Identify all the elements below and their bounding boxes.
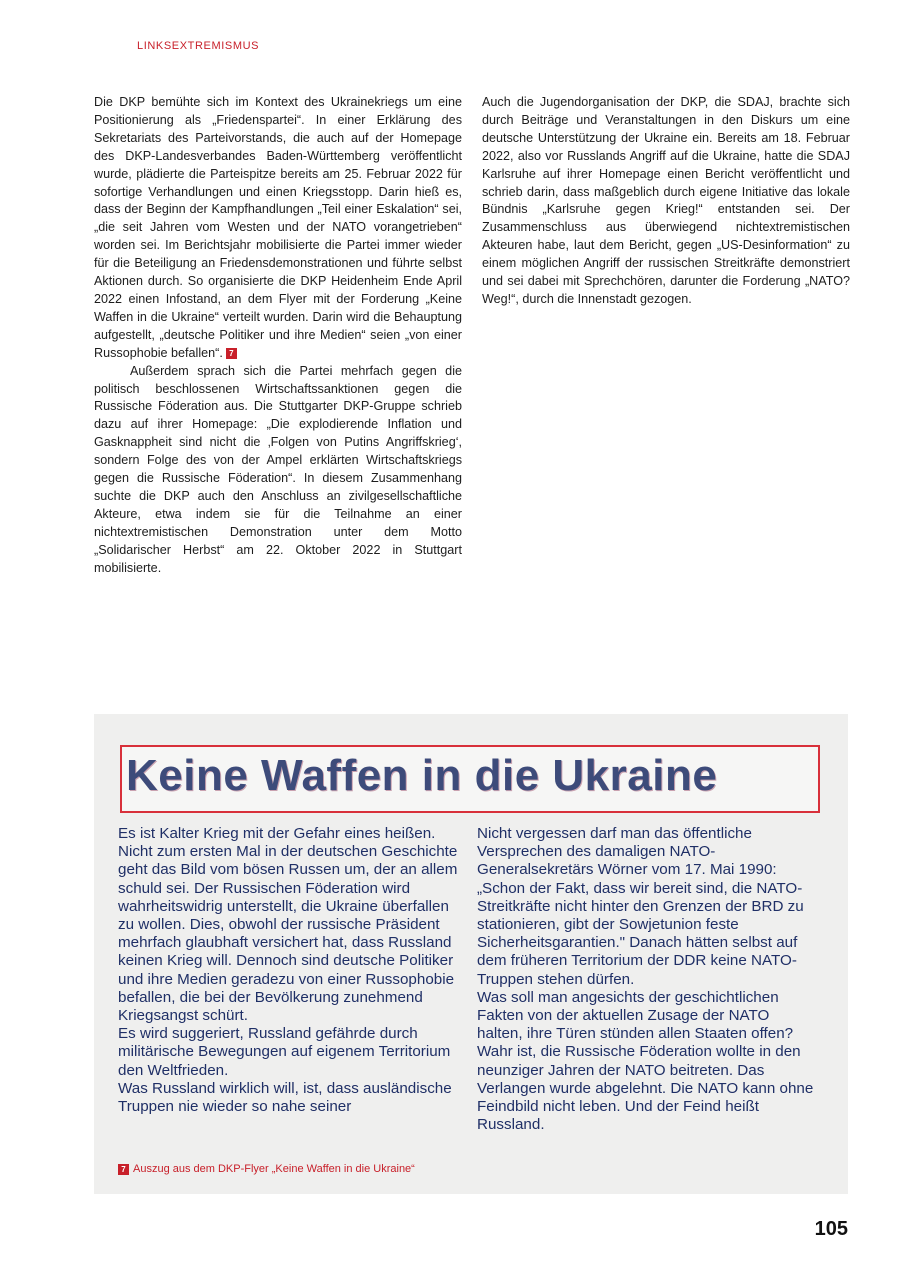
flyer-right-column <box>477 825 817 1134</box>
figure-caption <box>118 1163 415 1175</box>
section-label: LINKSEXTREMISMUS <box>137 40 260 52</box>
flyer-title-box <box>120 745 820 813</box>
left-paragraph-1 <box>94 94 462 363</box>
left-text-column <box>94 94 462 577</box>
flyer-left-paragraph: Es wird suggeriert, Russland gefährde durch militärische Bewegungen auf eigenem Territorium den Weltfrieden. <box>118 1025 451 1079</box>
flyer-left-column <box>118 825 458 1116</box>
flyer-right-paragraph: Was soll man angesichts der geschichtlichen Fakten von der aktuellen Zusage der NATO halten, ihre Türen stünden allen Staaten offen? Wahr ist, die Russische Föderation wollte in den neunziger Jahren der NATO beitreten. Das Verlangen wurde abgelehnt. Die NATO kann ohne Feindbild nicht leben. Und der Feind heißt Russland. <box>477 988 814 1134</box>
right-paragraph-1: Auch die Jugendorganisation der DKP, die SDAJ, brachte sich durch Beiträge und Veranstaltungen in den Diskurs um eine deutsche Unterstützung der Ukraine ein. Bereits am 18. Februar 2022, also vor Russlands Angriff auf die Ukraine, hatte die SDAJ Karlsruhe auf ihrer Homepage einen Bericht veröffentlicht und schrieb darin, dass maßgeblich durch eigene Initiative das lokale Bündnis „Karlsruhe gegen Krieg!“ entstanden sei. Der Zusammenschluss aus überwiegend nichtextremistischen Akteuren habe, laut dem Bericht, gegen „US-Desinformation“ zu einem möglichen Angriff der russischen Streitkräfte demonstriert und sei dabei mit Sprechchören, darunter die Forderung „NATO? Weg!“, durch die Innenstadt gezogen. <box>482 95 850 306</box>
caption-text: Auszug aus dem DKP-Flyer „Keine Waffen in die Ukraine“ <box>133 1163 415 1175</box>
right-text-column <box>482 94 850 309</box>
caption-marker: 7 <box>118 1164 129 1175</box>
left-paragraph-1-text: Die DKP bemühte sich im Kontext des Ukrainekriegs um eine Positionierung als „Friedenspartei“. In einer Erklärung des Sekretariats des Parteivorstands, die auch auf der Homepage des DKP-Landesverbandes Baden-Württemberg veröffentlicht wurde, plädierte die Parteispitze bereits am 25. Februar 2022 für sofortige Verhandlungen und einen Kriegsstopp. Darin hieß es, dass der Beginn der Kampfhandlungen „Teil einer Eskalation“ sei, „die seit Jahren vom Westen und der NATO vorangetrieben“ worden sei. Im Berichtsjahr mobilisierte die Partei immer wieder für die Beteiligung an Friedensdemonstrationen und führte selbst Aktionen durch. So organisierte die DKP Heidenheim Ende April 2022 einen Infostand, an dem Flyer mit der Forderung „Keine Waffen in die Ukraine“ verteilt wurden. Darin wird die Behauptung aufgestellt, „deutsche Politiker und ihre Medien“ seien „von einer Russophobie befallen“. <box>94 95 462 360</box>
flyer-left-paragraph: Es ist Kalter Krieg mit der Gefahr eines heißen. Nicht zum ersten Mal in der deutschen Geschichte geht das Bild vom bösen Russen um, der an allem schuld sei. Der Russischen Föderation wird wahrheitswidrig unterstellt, die Ukraine überfallen zu wollen. Dies, obwohl der russische Präsident mehrfach glaubhaft versichert hat, dass Russland keinen Krieg will. Dennoch sind deutsche Politiker und ihre Medien geradezu von einer Russophobie befallen, die bei der Bevölkerung zunehmend Kriegsangst schürt. <box>118 825 458 1025</box>
reference-marker[interactable]: 7 <box>226 348 237 359</box>
flyer-right-paragraph: Nicht vergessen darf man das öffentliche Versprechen des damaligen NATO-Generalsekretärs Wörner vom 17. Mai 1990: „Schon der Fakt, dass wir bereit sind, die NATO-Streitkräfte nicht hinter den Grenzen der BRD zu stationieren, gibt der Sowjetunion feste Sicherheitsgarantien." Danach hätten selbst auf dem früheren Territorium der DDR keine NATO-Truppen stehen dürfen. <box>477 825 804 988</box>
flyer-figure <box>94 714 848 1194</box>
flyer-left-paragraph: Was Russland wirklich will, ist, dass ausländische Truppen nie wieder so nahe seiner <box>118 1079 452 1116</box>
page-number: 105 <box>814 1218 848 1240</box>
flyer-title: Keine Waffen in die Ukraine <box>126 751 718 800</box>
left-paragraph-2: Außerdem sprach sich die Partei mehrfach gegen die politisch beschlossenen Wirtschaftssanktionen gegen die Russische Föderation aus. Die Stuttgarter DKP-Gruppe schrieb dazu auf ihrer Homepage: „Die explodierende Inflation und Gasknappheit sind nicht die ‚Folgen von Putins Angriffskrieg‘, sondern Folge des von der Ampel erklärten Wirtschaftskriegs gegen die Russische Föderation“. In diesem Zusammenhang suchte die DKP auch den Anschluss an zivilgesellschaftliche Akteure, etwa indem sie für die Teilnahme an einer nichtextremistischen Demonstration unter dem Motto „Solidarischer Herbst“ am 22. Oktober 2022 in Stuttgart mobilisierte. <box>94 363 462 575</box>
